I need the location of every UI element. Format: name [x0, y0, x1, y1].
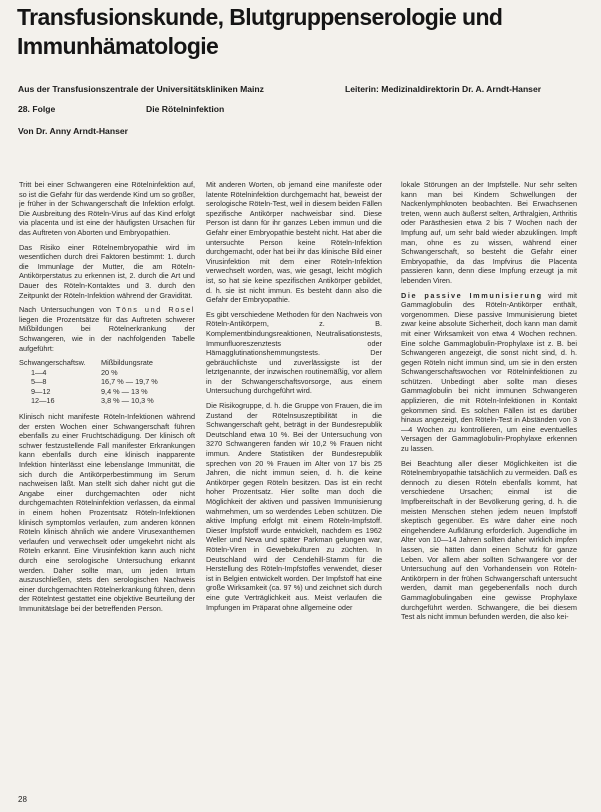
source-line: Aus der Transfusionszentrale der Universitätskliniken Mainz	[18, 84, 264, 94]
paragraph: Tritt bei einer Schwangeren eine Rötelninfektion auf, so ist die Gefahr für das werdende Kind um so größer, je früher in der Schwangerschaft die Infektion erfolgt. Die Ausbreitung des Röteln-Virus auf das Kind erfolgt via placenta und ist eine der häufigsten Ursachen für das Auftreten von Aborten und Embryopathien.	[19, 180, 195, 237]
paragraph: Das Risiko einer Rötelnembryopathie wird im wesentlichen durch drei Faktoren bestimmt: 1. durch die Immunlage der Mutter, die am Röteln-Antikörperstatus zu erkennen ist, 2. durch die Art und Dauer des Röteln-Kontaktes und 3. durch den Zeitpunkt der Röteln-Infektion während der Gravidität.	[19, 242, 195, 300]
paragraph-text: liegen die Prozentsätze für das Auftreten schwerer Mißbildungen bei Rötelnerkrankung der Schwangeren, wie in der nachfolgenden Tabelle aufgeführt:	[19, 314, 195, 353]
malformation-table	[19, 358, 169, 406]
table-cell: 5—8	[31, 377, 47, 387]
paragraph-text: wird mit Gammaglobulin des Röteln-Antikörper enthält, vorgenommen. Diese passive Immunisierung bietet zwar keine absolute Sicherheit, doch kann man damit mit einer Wirksamkeit von etwa 4 Wochen rechnen. Eine solche Gammaglobulin-Prophylaxe ist z. B. bei Schwangeren angezeigt, die sonst nicht sind, d. h. gegen Röteln nicht immun sind, um sie in den ersten Schwangerschaftswochen vor Rötelninfektionen zu schützen. Unbedingt aber sollte man dieses Gammaglobulin bei nicht immunen Schwangeren applizieren, die mit Röteln-Infektionen in Kontakt gekommen sind. Es solchen Fällen ist es darüber hinaus angezeigt, den Röteln-Test in Abständen von 3—4 Wochen zu kontrollieren, um eine eventuelles Versagen der Gammaglobulin-Prophylaxe erkennen zu lassen.	[401, 290, 577, 454]
director-line: Leiterin: Medizinaldirektorin Dr. A. Arndt-Hanser	[345, 84, 542, 94]
paragraph: Bei Beachtung aller dieser Möglichkeiten ist die Rötelnembryopathie tatsächlich zu vermeiden. Daß es dennoch zu diesen Röteln ebenfalls kommt, hat verschiedene Ursachen; einmal ist die Impfbereitschaft in der Bevölkerung gering, d. h. die meisten Menschen stehen jedem neuen Impfstoff skeptisch gegenüber. Es wäre daher eine noch eingehendere Aufklärung erforderlich. Jugendliche im Alter von 10—14 Jahren sollten daher wirklich impfen lassen, sie hätten dann einen Schutz für ganze Leben. Vor allem aber sollten Schwangere vor der Untersuchung auf den Vorhandensein von Röteln-Antikörpern in der frühen Schwangerschaft untersucht werden, damit man gegebenenfalls noch durch Gammaglobulingaben eine gewisse Prophylaxe durchgeführt werden. Schwangere, die bei diesem Test als nicht immun befunden werden, die also kei-	[401, 458, 577, 622]
page-number: 28	[18, 795, 27, 804]
author-line: Von Dr. Anny Arndt-Hanser	[18, 126, 128, 136]
table-row	[19, 396, 169, 406]
table-cell: 16,7 % — 19,7 %	[101, 377, 158, 387]
table-cell: 20 %	[101, 367, 118, 377]
table-header: Mißbildungsrate	[101, 358, 153, 368]
table-cell: 9,4 % — 13 %	[101, 386, 148, 396]
text-column-1	[19, 180, 195, 805]
series-label: 28. Folge	[18, 104, 56, 114]
table-row	[19, 377, 169, 387]
table-cell: 12—16	[31, 396, 55, 406]
paragraph: lokale Störungen an der Impfstelle. Nur sehr selten kann man bei Kindern Schwellungen der Nackenlymphknoten beobachten. Bei Erwachsenen treten, wenn auch äußerst selten, Arthralgien, Arthritis oder Parästhesien etwa 2 bis 7 Wochen nach der Impfung auf, um sehr bald wieder abzuklingen. Impft man, ohne es zu wissen, während einer Schwangerschaft, so besteht die Gefahr einer Embryopathie, da das Impfvirus die Placenta passieren kann, denn diese Impfung erzeugt ja mit lebenden Viren.	[401, 180, 577, 285]
paragraph	[401, 291, 577, 454]
text-column-3	[401, 180, 577, 805]
paragraph: Die Risikogruppe, d. h. die Gruppe von Frauen, die im Zustand der Rötelnsuszeptibilität in die Schwangerschaft geht, beträgt in der Bundesrepublik Deutschland etwa 10 %. Bei der Untersuchung von 3270 Schwangeren fanden wir 10,2 % Frauen nicht immun. Andere Statistiken der Bundesrepublik sprechen von 20 % Frauen im Alter von 17 bis 25 Jahren, die nicht immun seien, d. h. die keine Antikörper gegen Röteln besitzen. Das ist ein recht hoher Prozentsatz. Hier sollte man doch die Möglichkeit der aktiven und passiven Immunisierung wahrnehmen, um so werdendes Leben schützen. Die aktive Impfung erfolgt mit einem Röteln-Impfstoff. Dieser Impfstoff wurde entwickelt, nachdem es 1962 Weller und Neva und später Parkman gelungen war, Röteln-Viren in Gewebekulturen zu züchten. In Deutschland wird der Cendehill-Stamm für die Herstellung des Röteln-Impfstoffes verwendet, dieser ist in Belgien entwickelt worden. Der Impfstoff hat eine große Wirksamkeit (ca. 97 %) und zeichnet sich durch eine gute Verträglichkeit aus. Meist verlaufen die Impfungen im Präparat ohne allgemeine oder	[206, 401, 382, 612]
table-header: Schwangerschaftsw.	[19, 358, 86, 368]
paragraph: Klinisch nicht manifeste Röteln-Infektionen während der ersten Wochen einer Schwangerschaft führen ebenfalls zu einer Fruchtschädigung. Der klinisch oft schwer festzustellende Fall manifester Erkrankungen kann ebenfalls durch eine klinisch inapparente Infektion hinterlässt eine lebenslange Immunität, die sich durch die Antikörperbestimmung im Serum nachweisen läßt. Man stellt sich daher nicht gut die Angabe einer durchgemachten oder nicht durchgemachten Rötelninfektion verlassen, da einmal in einem hohen Prozentsatz Röteln-Infektionen klinisch symptomlos verlaufen, zum anderen können Röteln klinisch ähnlich wie andere Virusexanthemen verlaufen und verwechselt oder umgekehrt nicht als Röteln erkannt. Eine Virusinfektion kann auch nicht durch eine serologische Untersuchung erkannt werden. Daher sollte man, um jeden Irrtum auszuschließen, stets den serologischen Nachweis einer durchgemachten Rötelnerkrankung führen, denn der Rötelntest gestattet eine objektive Beurteilung der Immunitätslage bei der betreffenden Person.	[19, 412, 195, 613]
topic-label: Die Rötelninfektion	[146, 104, 225, 114]
paragraph	[19, 305, 195, 353]
paragraph-text: Nach Untersuchungen von	[19, 305, 112, 315]
text-column-2	[206, 180, 382, 805]
page-title: Transfusionskunde, Blutgruppenserologie und Immunhämatologie	[17, 4, 503, 59]
section-lead: Die passive Immunisierung	[401, 290, 543, 300]
table-header-row	[19, 358, 169, 368]
author-names: Töns und Rosel	[115, 305, 195, 315]
paragraph: Mit anderen Worten, ob jemand eine manifeste oder latente Rötelninfektion durchgemacht hat, beweist der serologische Röteln-Test, weil in diesem beiden Fällen spezifische Antikörper nachweisbar sind. Diese Person ist dann für ihr ganzes Leben immun und die Gefahr einer Embryopathie besteht nicht. Hat aber die untersuchte Person keine Röteln-Infektion durchgemacht, oder hat bei ihr das klinische Bild einer Virusinfektion mit dem einer Röteln-Infektion verwechselt worden, was, wie gesagt, leicht möglich ist, so hat sie keine spezifischen Antikörper gebildet, d. h. sie ist nicht immun. Es besteht dann also die Gefahr der Embryopathie.	[206, 180, 382, 305]
paragraph: Es gibt verschiedene Methoden für den Nachweis von Röteln-Antikörpern, z. B. Komplementbindungsreaktionen, Neutralisationstests, Immunfluoreszenztests oder Hämagglutinationshemmungstests. Der gebräuchlichste und zuverlässigste ist der letztgenannte, der inzwischen routinemäßig, vor allem in der Schwangerschaftsvorsorge, aus einem Untersuchung durchgeführt wird.	[206, 309, 382, 396]
table-cell: 1—4	[31, 367, 47, 377]
table-cell: 9—12	[31, 386, 51, 396]
table-row	[19, 387, 169, 397]
table-cell: 3,8 % — 10,3 %	[101, 396, 154, 406]
table-row	[19, 368, 169, 378]
